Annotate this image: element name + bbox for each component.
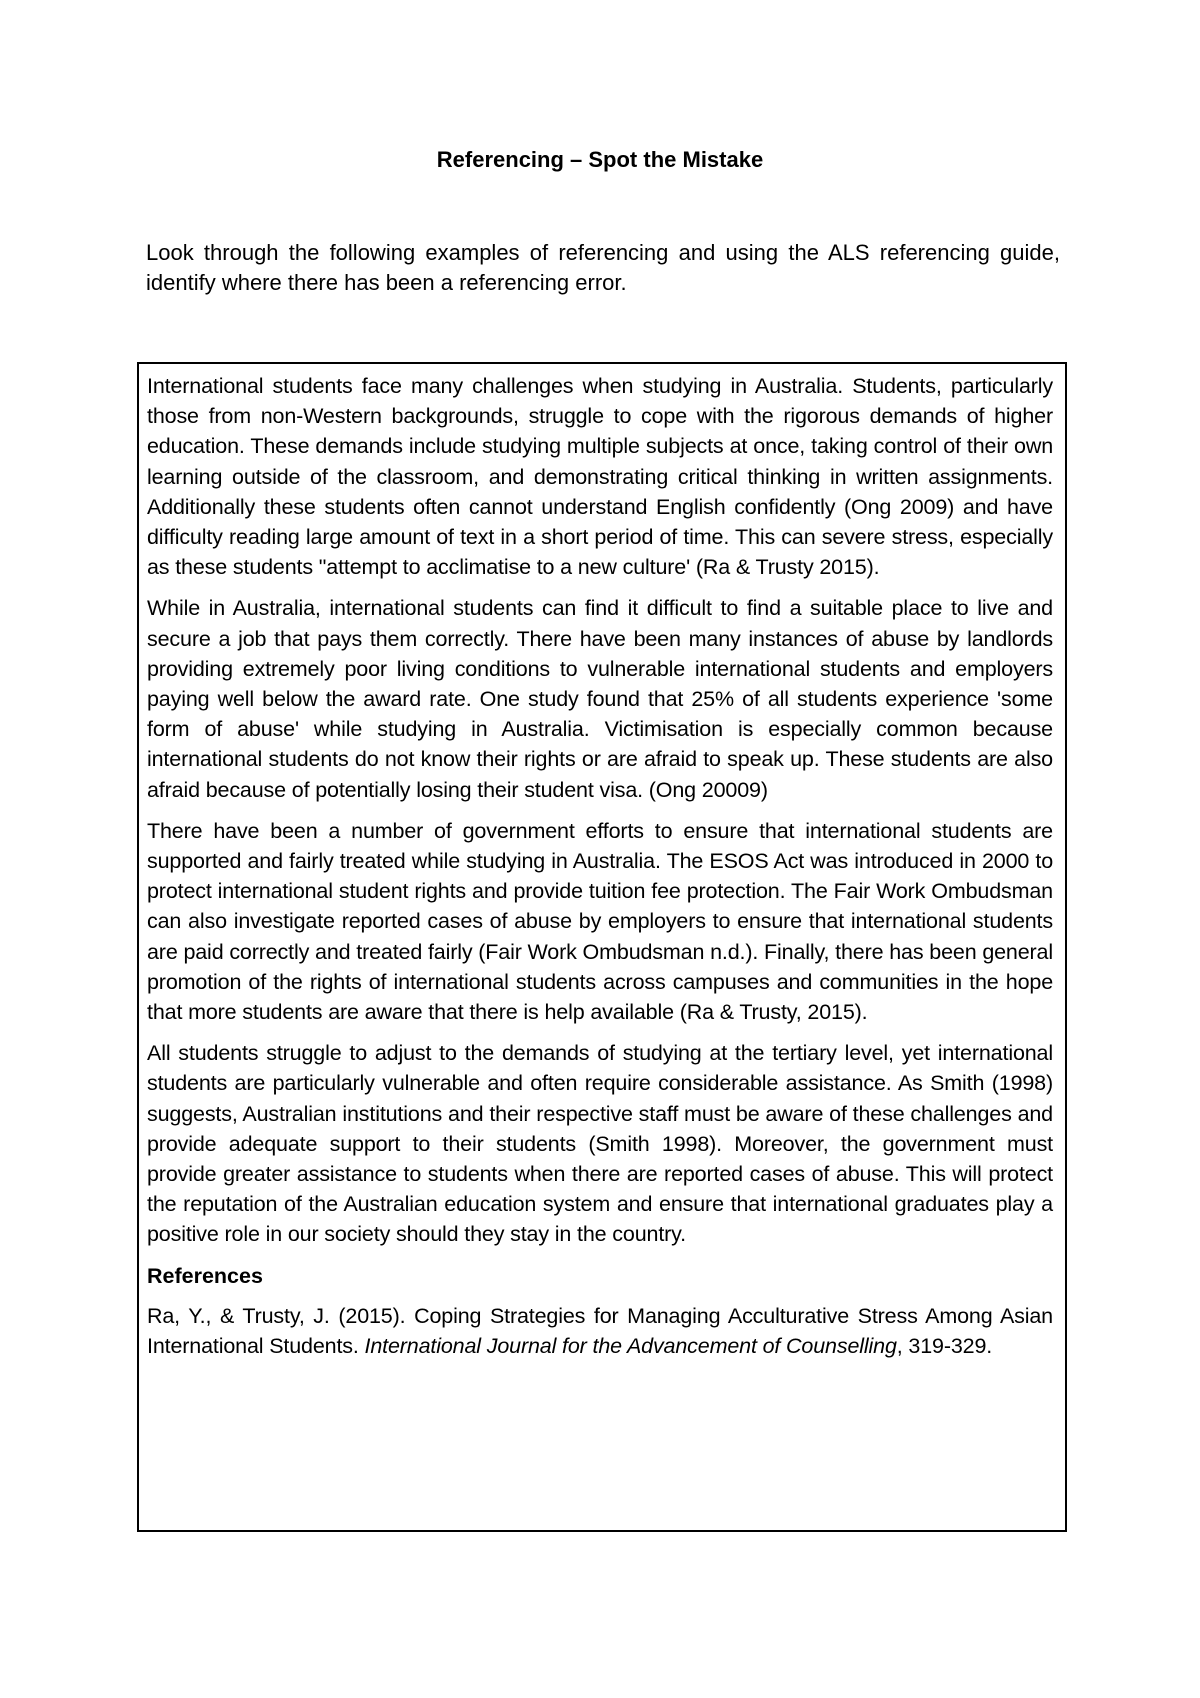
page-title: Referencing – Spot the Mistake: [436, 147, 764, 172]
reference-pages: , 319-329.: [896, 1333, 993, 1358]
passage-paragraph-1: International students face many challenges when studying in Australia. Students, particularly those from non-Western backgrounds, struggle to cope with the rigorous demands of higher education. These demands include studying multiple subjects at once, taking control of their own learning outside of the classroom, and demonstrating critical thinking in written assignments. Additionally these students often cannot understand English confidently (Ong 2009) and have difficulty reading large amount of text in a short period of time. This can severe stress, especially as these students "attempt to acclimatise to a new culture' (Ra & Trusty 2015).: [147, 374, 1053, 580]
reference-entry: [147, 1301, 1053, 1361]
reference-authors-title: Ra, Y., & Trusty, J. (2015). Coping Strategies for Managing Acculturative Stress Among Asian International Students.: [147, 1303, 1053, 1358]
passage-paragraph-4: All students struggle to adjust to the demands of studying at the tertiary level, yet international students are particularly vulnerable and often require considerable assistance. As Smith (1998) suggests, Australian institutions and their respective staff must be aware of these challenges and provide adequate support to their students (Smith 1998). Moreover, the government must provide greater assistance to students when there are reported cases of abuse. This will protect the reputation of the Australian education system and ensure that international graduates play a positive role in our society should they stay in the country.: [147, 1041, 1053, 1247]
instructions-text: Look through the following examples of referencing and using the ALS referencing guide, identify where there has been a referencing error.: [146, 240, 1060, 295]
passage-paragraph-2: While in Australia, international students can find it difficult to find a suitable place to live and secure a job that pays them correctly. There have been many instances of abuse by landlords providing extremely poor living conditions to vulnerable international students and employers paying well below the award rate. One study found that 25% of all students experience 'some form of abuse' while studying in Australia. Victimisation is especially common because international students do not know their rights or are afraid to speak up. These students are also afraid because of potentially losing their student visa. (Ong 20009): [147, 596, 1053, 802]
passage-paragraph-3: There have been a number of government efforts to ensure that international students are supported and fairly treated while studying in Australia. The ESOS Act was introduced in 2000 to protect international student rights and provide tuition fee protection. The Fair Work Ombudsman can also investigate reported cases of abuse by employers to ensure that international students are paid correctly and treated fairly (Fair Work Ombudsman n.d.). Finally, there has been general promotion of the rights of international students across campuses and communities in the hope that more students are aware that there is help available (Ra & Trusty, 2015).: [147, 818, 1053, 1025]
passage-box: [137, 362, 1067, 1532]
references-heading: References: [147, 1263, 263, 1288]
reference-journal: International Journal for the Advancement of Counselling: [364, 1333, 897, 1358]
